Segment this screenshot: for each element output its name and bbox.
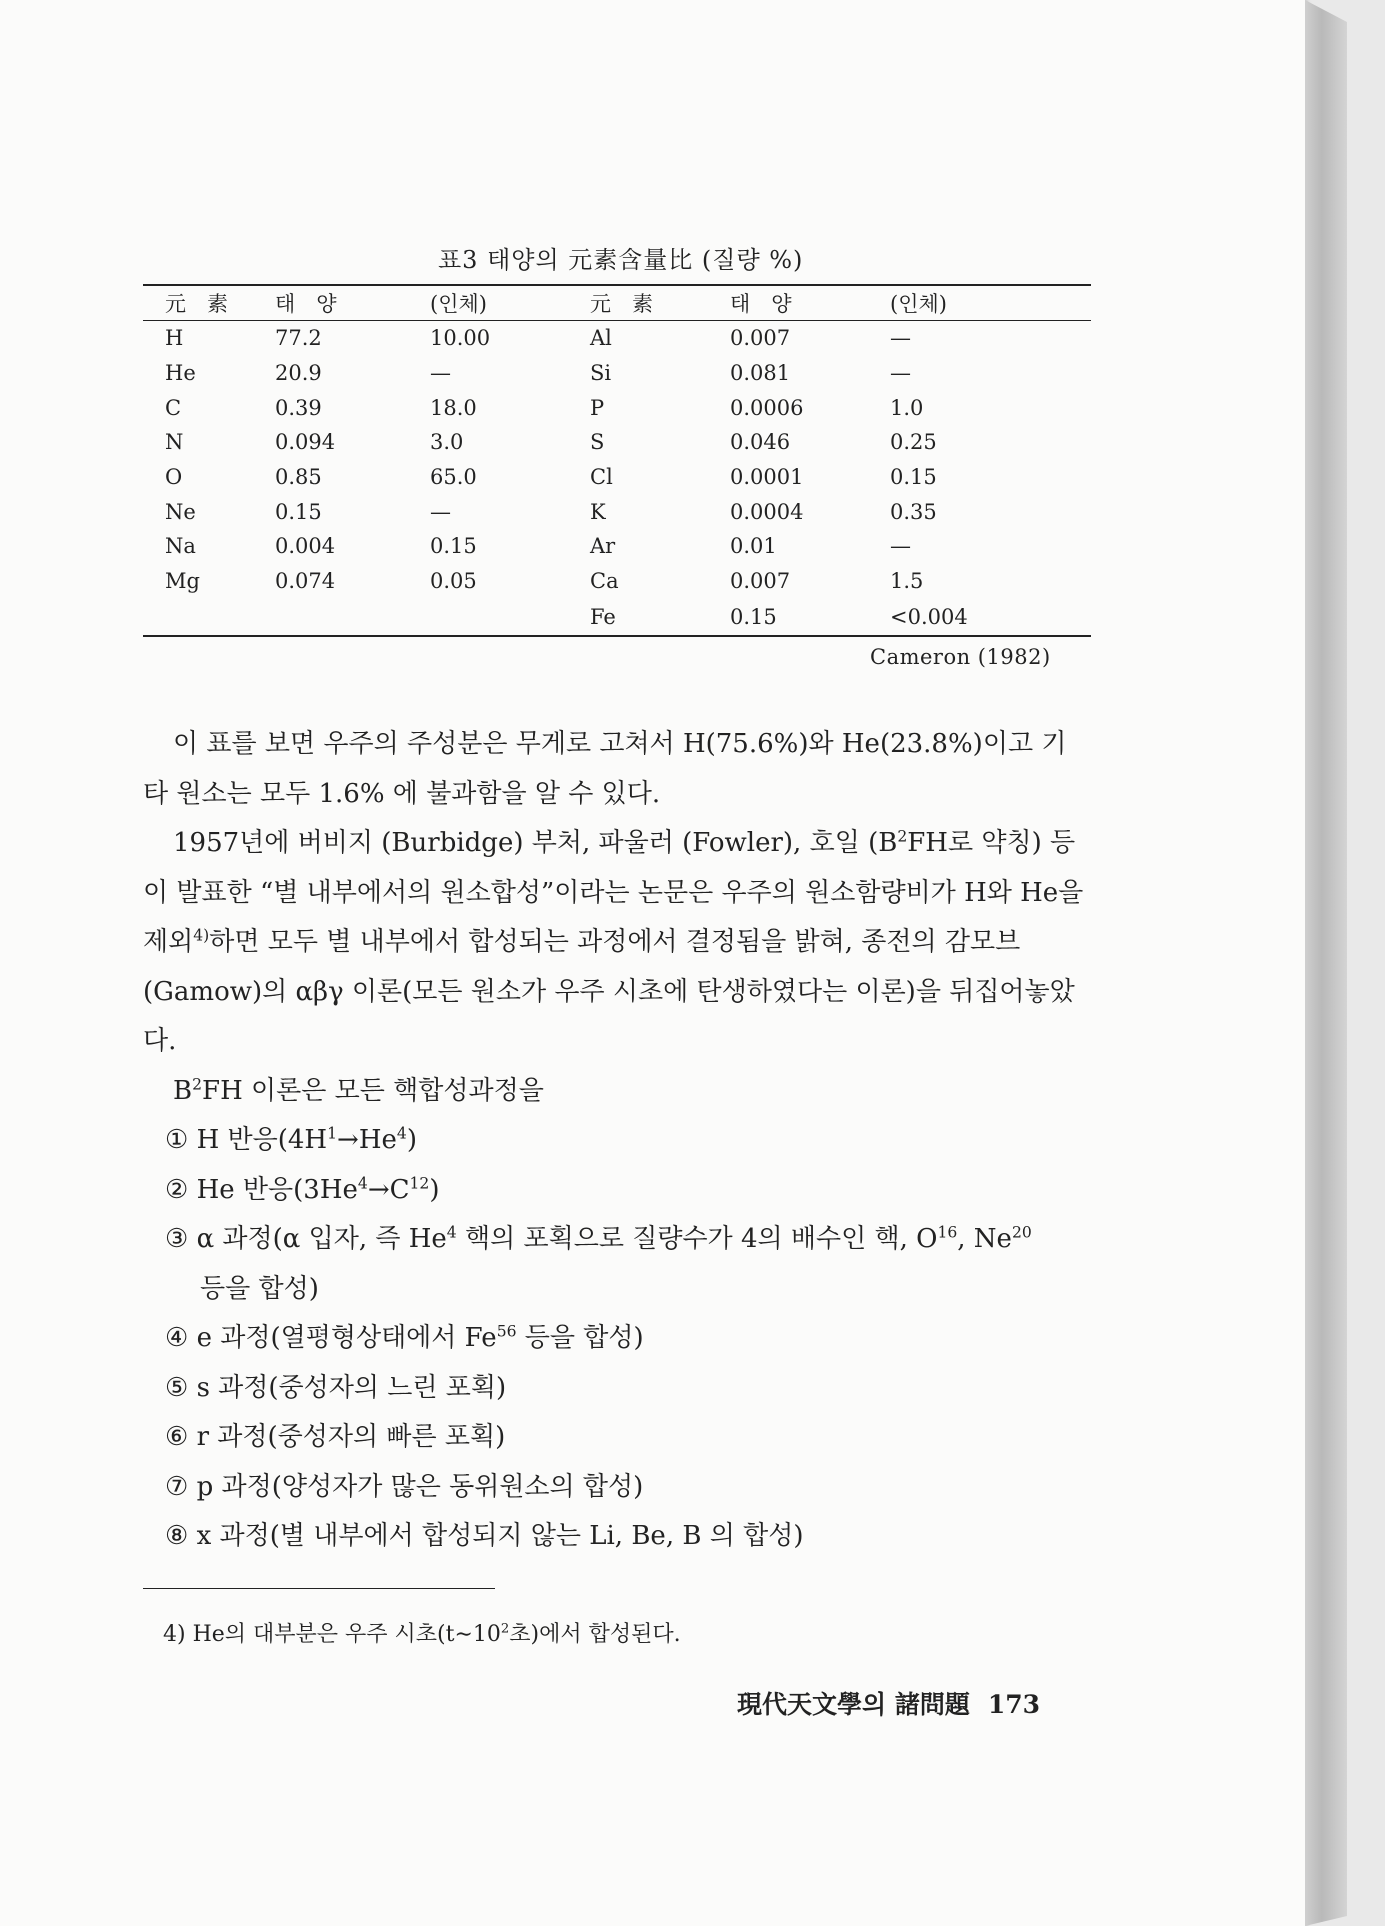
table-row <box>143 564 1091 599</box>
footnote-ref: 4) <box>193 926 210 945</box>
list-item: ⑥ r 과정(중성자의 빠른 포획) <box>165 1422 506 1452</box>
table-row <box>143 390 1091 425</box>
cell <box>143 599 275 636</box>
footnote <box>163 1617 681 1648</box>
text-run: FH 이론은 모든 핵합성과정을 <box>202 1075 544 1106</box>
superscript: 2 <box>897 827 908 846</box>
cell: Al <box>590 326 612 351</box>
paragraph-3 <box>143 1067 1088 1117</box>
col-header-sun-2: 태 양 <box>730 285 890 321</box>
cell: 0.094 <box>275 430 336 455</box>
cell: Si <box>590 361 612 386</box>
text-run: B <box>173 1075 193 1106</box>
text-run: ④ e 과정(열평형상태에서 Fe <box>165 1323 497 1353</box>
text-run: 하면 모두 별 내부에서 합성되는 과정에서 결정됨을 밝혀, 종전의 감모브 (Gamow)의 αβγ 이론(모든 원소가 우주 시초에 탄생하였다는 이론)을 뒤집어놓았다. <box>143 927 1075 1056</box>
col-header-body-2: (인체) <box>890 285 1091 321</box>
cell: 20.9 <box>275 361 322 386</box>
text-run: ) <box>406 1125 417 1155</box>
text-run: 등을 합성) <box>516 1323 644 1353</box>
page-number: 173 <box>987 1690 1041 1719</box>
table-source: Cameron (1982) <box>870 645 1051 669</box>
superscript: 2 <box>500 1621 510 1637</box>
running-footer <box>737 1685 1040 1721</box>
footnote-divider <box>143 1588 495 1589</box>
cell: <0.004 <box>890 599 1091 636</box>
text-run: 핵의 포획으로 질량수가 4의 배수인 핵, O <box>456 1224 938 1254</box>
cell: 77.2 <box>275 326 322 351</box>
cell <box>275 599 430 636</box>
cell: Cl <box>590 465 613 490</box>
list-item-continuation: 등을 합성) <box>200 1273 319 1304</box>
abundance-table <box>143 284 1091 637</box>
cell: K <box>590 499 606 524</box>
table-row <box>143 599 1091 636</box>
text-run: FH로 약칭) 등이 발표한 “별 내부에서의 원소합성”이라는 논문은 우주의 원소함량비가 H와 He을 제외 <box>143 828 1084 957</box>
cell: 0.081 <box>730 361 791 386</box>
table-row <box>143 529 1091 564</box>
process-list <box>143 1116 1088 1562</box>
paragraph-1: 이 표를 보면 우주의 주성분은 무게로 고쳐서 H(75.6%)와 He(23.8%)이고 기타 원소는 모두 1.6% 에 불과함을 알 수 있다. <box>143 729 1067 809</box>
cell: 18.0 <box>430 395 477 420</box>
text-run: , Ne <box>957 1224 1012 1254</box>
cell: — <box>890 361 911 386</box>
cell: C <box>165 395 182 420</box>
cell: 0.15 <box>730 599 890 636</box>
cell: 0.004 <box>275 534 336 559</box>
text-run: ① H 반응(4H <box>165 1125 328 1155</box>
cell: 0.007 <box>730 569 791 594</box>
cell: 0.15 <box>430 534 477 559</box>
paragraph-2 <box>143 819 1088 1067</box>
cell: Ca <box>590 569 619 594</box>
superscript: 4 <box>446 1223 457 1242</box>
table-row <box>143 425 1091 460</box>
text-run: 초)에서 합성된다. <box>509 1622 681 1647</box>
cell: Mg <box>165 569 200 594</box>
cell: 0.046 <box>730 430 791 455</box>
book-title: 現代天文學의 諸問題 <box>737 1690 970 1719</box>
cell: O <box>165 465 183 490</box>
superscript: 4 <box>357 1173 368 1192</box>
cell: P <box>590 395 605 420</box>
cell: N <box>165 430 184 455</box>
text-run: ) <box>429 1174 440 1205</box>
cell: 0.15 <box>890 465 937 490</box>
text-run: ② He 반응(3He <box>165 1174 358 1205</box>
col-header-element-2: 元 素 <box>590 285 730 321</box>
cell: — <box>430 361 451 386</box>
col-header-body-1: (인체) <box>430 285 590 321</box>
cell: Ne <box>165 499 196 524</box>
cell: 0.05 <box>430 569 477 594</box>
superscript: 1 <box>327 1124 338 1143</box>
list-item: ⑤ s 과정(중성자의 느린 포획) <box>165 1372 507 1403</box>
cell: 0.074 <box>275 569 336 594</box>
cell: S <box>590 430 605 455</box>
cell <box>430 599 590 636</box>
text-run: ③ α 과정(α 입자, 즉 He <box>165 1224 447 1254</box>
cell: 0.15 <box>275 499 322 524</box>
cell: He <box>165 361 196 386</box>
cell: 3.0 <box>430 430 464 455</box>
cell: 0.0006 <box>730 395 804 420</box>
cell: 0.39 <box>275 395 322 420</box>
table-caption: 표3 태양의 元素含量比 (질량 %) <box>438 246 804 274</box>
superscript: 4 <box>396 1124 407 1143</box>
superscript: 16 <box>937 1223 958 1242</box>
list-item: ⑧ x 과정(별 내부에서 합성되지 않는 Li, Be, B 의 합성) <box>165 1521 804 1551</box>
body-text <box>143 720 1088 1562</box>
table-header-row <box>143 285 1091 321</box>
cell: 0.85 <box>275 465 322 490</box>
cell: Fe <box>590 599 730 636</box>
cell: 10.00 <box>430 326 491 351</box>
cell: — <box>430 499 451 524</box>
text-run: →C <box>367 1174 410 1205</box>
cell: 65.0 <box>430 465 477 490</box>
table-row <box>143 494 1091 529</box>
cell: 0.25 <box>890 430 937 455</box>
cell: Na <box>165 534 196 559</box>
text-run: 4) He의 대부분은 우주 시초(t∼10 <box>163 1622 501 1647</box>
cell: 0.35 <box>890 499 937 524</box>
list-item <box>143 1215 1088 1265</box>
cell: 0.0004 <box>730 499 804 524</box>
cell: 1.0 <box>890 395 924 420</box>
cell: 0.007 <box>730 326 791 351</box>
text-run: 1957년에 버비지 (Burbidge) 부처, 파울러 (Fowler), 호일 (B <box>173 828 898 858</box>
superscript: 12 <box>409 1173 430 1192</box>
superscript: 2 <box>192 1074 203 1093</box>
list-item <box>143 1314 1088 1364</box>
table-row <box>143 460 1091 495</box>
cell: H <box>165 326 184 351</box>
cell: Ar <box>590 534 616 559</box>
col-header-sun-1: 태 양 <box>275 285 430 321</box>
cell: 0.01 <box>730 534 777 559</box>
cell: 1.5 <box>890 569 924 594</box>
text-run: →He <box>337 1125 397 1155</box>
cell: — <box>890 326 911 351</box>
list-item: ⑦ p 과정(양성자가 많은 동위원소의 합성) <box>165 1471 644 1502</box>
col-header-element-1: 元 素 <box>143 285 275 321</box>
list-item <box>143 1166 1088 1216</box>
page-edge <box>1305 0 1347 1926</box>
table-row <box>143 356 1091 391</box>
superscript: 20 <box>1011 1223 1032 1242</box>
cell: 0.0001 <box>730 465 804 490</box>
table-row <box>143 321 1091 356</box>
cell: — <box>890 534 911 559</box>
list-item <box>143 1116 1088 1166</box>
superscript: 56 <box>496 1322 517 1341</box>
